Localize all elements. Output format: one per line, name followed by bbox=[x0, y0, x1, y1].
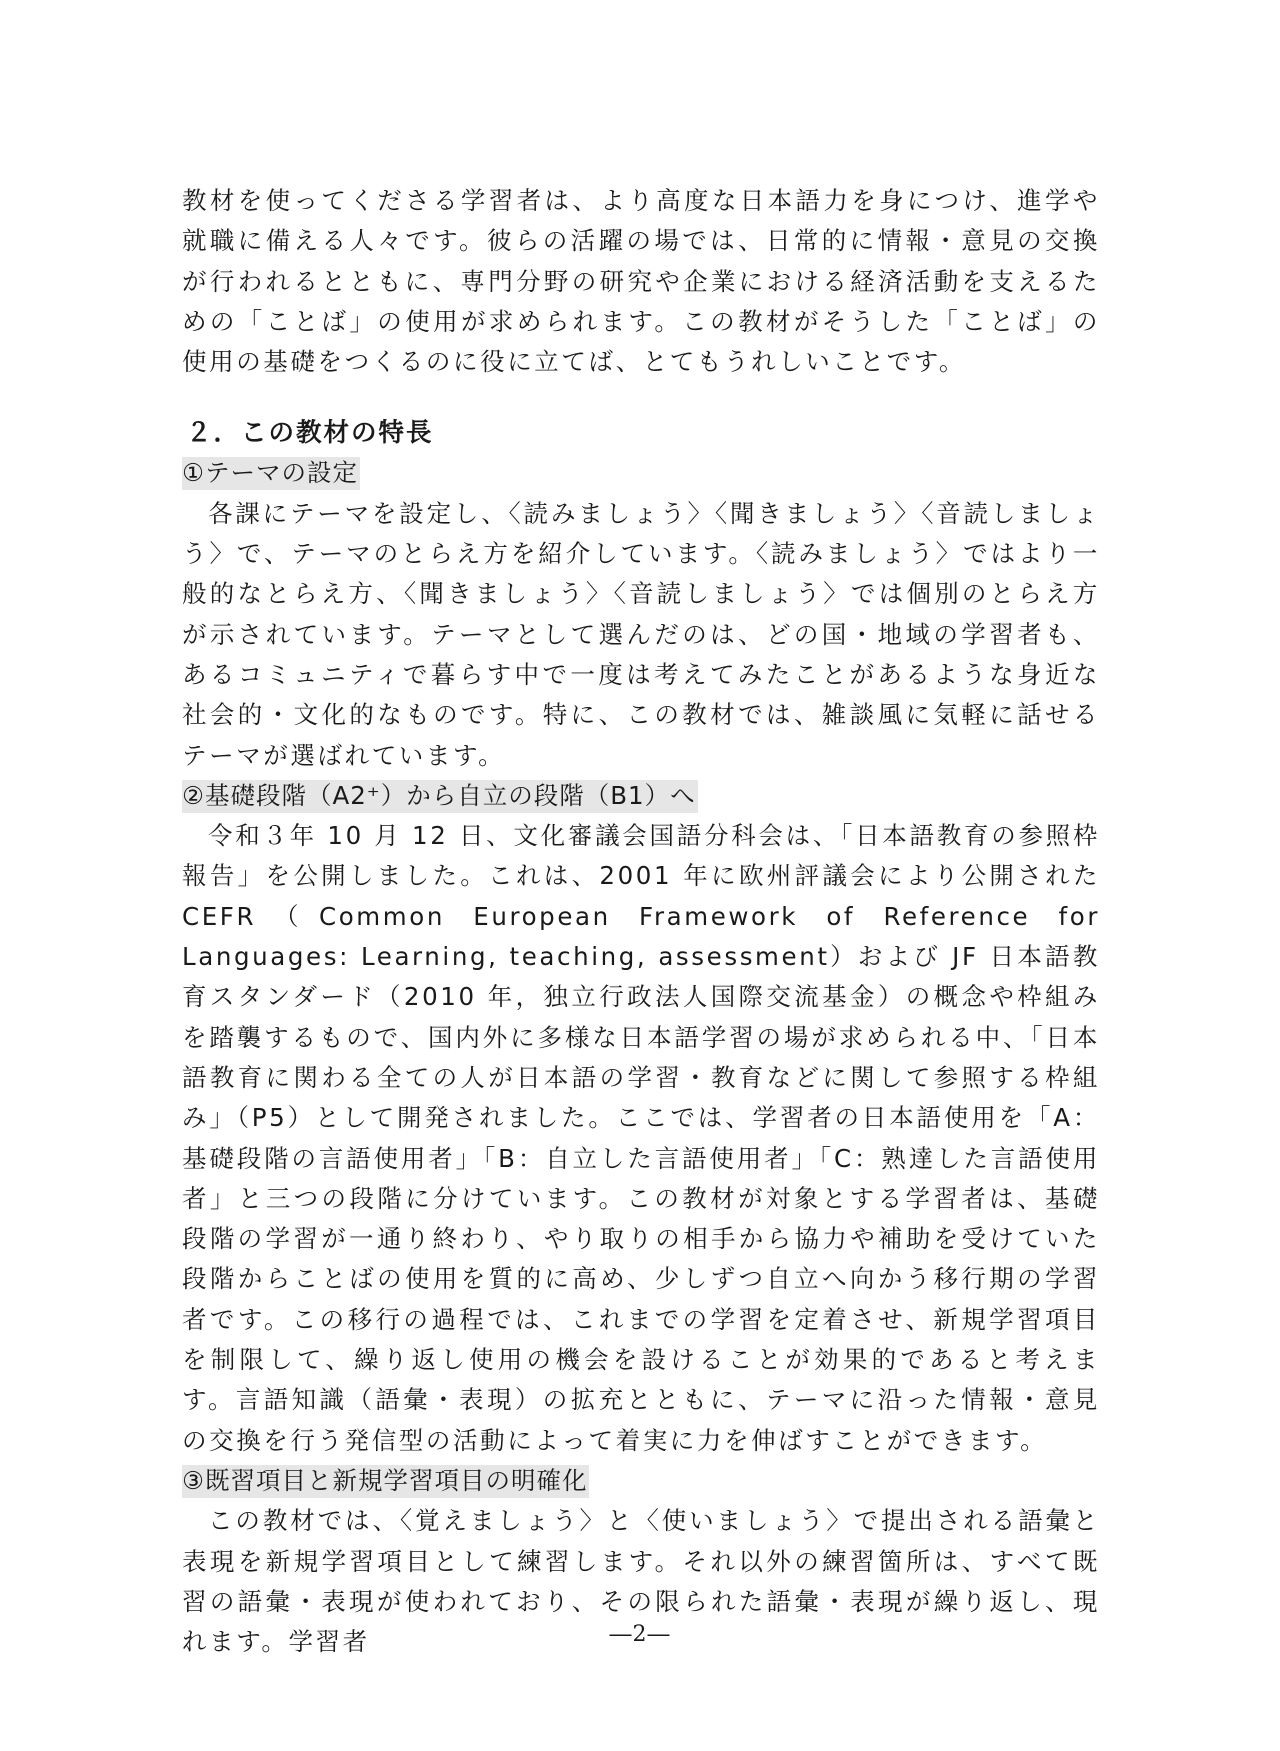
sub-heading-clarification bbox=[182, 1461, 1100, 1501]
sub-heading-levels-text: ②基礎段階（A2⁺）から自立の段階（B1）へ bbox=[182, 780, 698, 813]
levels-paragraph: 令和３年 10 月 12 日、文化審議会国語分科会は、「日本語教育の参照枠 報告」を公開しました。これは、2001 年に欧州評議会により公開された CEFR（Common European Framework of Reference for Languages: Learning, teaching, assessment）および JF 日本語教育スタンダード（2010 年，独立行政法人国際交流基金）の概念や枠組みを踏襲するもので、国内外に多様な日本語学習の場が求められる中、「日本語教育に関わる全ての人が日本語の学習・教育などに関して参照する枠組み」（P5）として開発されました。ここでは、学習者の日本語使用を「A：基礎段階の言語使用者」「B：自立した言語使用者」「C：熟達した言語使用者」と三つの段階に分けています。この教材が対象とする学習者は、基礎段階の学習が一通り終わり、やり取りの相手から協力や補助を受けていた段階からことばの使用を質的に高め、少しずつ自立へ向かう移行期の学習者です。この移行の過程では、これまでの学習を定着させ、新規学習項目を制限して、繰り返し使用の機会を設けることが効果的であると考えます。言語知識（語彙・表現）の拡充とともに、テーマに沿った情報・意見の交換を行う発信型の活動によって着実に力を伸ばすことができます。 bbox=[182, 821, 1128, 1455]
feature-item-theme bbox=[182, 453, 1100, 775]
sub-heading-theme bbox=[182, 453, 1100, 493]
feature-item-levels bbox=[182, 776, 1128, 1461]
clarification-paragraph: この教材では、〈覚えましょう〉と〈使いましょう〉で提出される語彙と表現を新規学習項目として練習します。それ以外の練習箇所は、すべて既習の語彙・表現が使われており、その限られた語彙・表現が繰り返し、現れます。学習者 bbox=[182, 1506, 1100, 1657]
sub-heading-levels bbox=[182, 776, 1100, 816]
page-content bbox=[182, 181, 1128, 1662]
sub-heading-clarification-text: ③既習項目と新規学習項目の明確化 bbox=[182, 1465, 589, 1498]
sub-heading-theme-text: ①テーマの設定 bbox=[182, 457, 360, 490]
theme-paragraph: 各課にテーマを設定し、〈読みましょう〉〈聞きましょう〉〈音読しましょう〉で、テーマのとらえ方を紹介しています。〈読みましょう〉ではより一般的なとらえ方、〈聞きましょう〉〈音読しましょう〉では個別のとらえ方が示されています。テーマとして選んだのは、どの国・地域の学習者も、あるコミュニティで暮らす中で一度は考えてみたことがあるような身近な社会的・文化的なものです。特に、この教材では、雑談風に気軽に話せるテーマが選ばれています。 bbox=[182, 498, 1100, 770]
intro-paragraph: 教材を使ってくださる学習者は、より高度な日本語力を身につけ、進学や就職に備える人々です。彼らの活躍の場では、日常的に情報・意見の交換が行われるとともに、専門分野の研究や企業における経済活動を支えるための「ことば」の使用が求められます。この教材がそうした「ことば」の使用の基礎をつくるのに役に立てば、とてもうれしいことです。 bbox=[182, 186, 1100, 377]
page-number: ―2― bbox=[609, 1622, 671, 1647]
section-title: ２．この教材の特長 bbox=[186, 418, 434, 449]
